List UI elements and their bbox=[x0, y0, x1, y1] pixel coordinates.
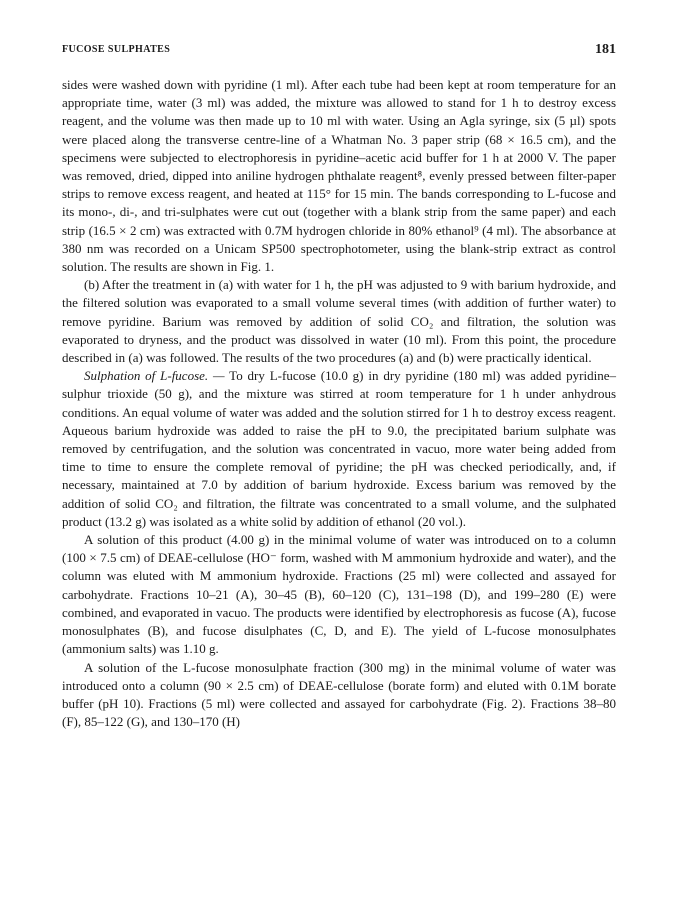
page-number: 181 bbox=[595, 42, 616, 57]
paragraph-column-fractionation: A solution of this product (4.00 g) in the minimal volume of water was introduced on to a column (100 × 7.5 cm) of DEAE-cellulose (HO⁻ form, washed with M ammonium hydroxide and water), and the column was eluted with M ammonium hydroxide. Fractions (25 ml) were collected and assayed for carbohydrate. Fractions 10–21 (A), 30–45 (B), 60–120 (C), 131–198 (D), and 199–280 (E) were combined, and evaporated in vacuo. The products were identified by electrophoresis as fucose (A), fucose monosulphates (B), and fucose disulphates (C, D, and E). The yield of L-fucose monosulphates (ammonium salts) was 1.10 g. bbox=[62, 532, 616, 657]
section-heading-sulphation: Sulphation of L-fucose. — bbox=[84, 368, 225, 384]
paragraph-borate-column: A solution of the L-fucose monosulphate fraction (300 mg) in the minimal volume of water was introduced onto a column (90 × 2.5 cm) of DEAE-cellulose (borate form) and eluted with 0.1M borate buffer (pH 10). Fractions (5 ml) were collected and assayed for carbohydrate (Fig. 2). Fractions 38–80 (F), 85–122 (G), and 130–170 (H) bbox=[62, 659, 616, 730]
running-head bbox=[62, 44, 616, 62]
paragraph-sulphation-text: To dry L-fucose (10.0 g) in dry pyridine (180 ml) was added pyridine–sulphur trioxide (50 g), and the mixture was stirred at room temperature for 1 h under anhydrous conditions. An equal volume of water was added and the solution stirred for 1 h to destroy excess reagent. Aqueous barium hydroxide was added to raise the pH to 9.0, the precipitated barium sulphate was removed by centrifugation, and the solution was concentrated in vacuo, more water being added from time to time to ensure the complete removal of pyridine; the pH was checked periodically, and, if necessary, maintained at 7.0 by addition of barium hydroxide. Excess barium was removed by the addition of solid CO₂ and filtration, the filtrate was concentrated to a small volume, and the sulphated product (13.2 g) was isolated as a white solid by addition of ethanol (20 vol.). bbox=[62, 368, 616, 529]
running-title: FUCOSE SULPHATES bbox=[62, 44, 171, 55]
paragraph-sulphation bbox=[62, 367, 616, 531]
body-text bbox=[62, 76, 616, 731]
paragraph-method-a-continued: sides were washed down with pyridine (1 ml). After each tube had been kept at room temperature for an appropriate time, water (3 ml) was added, the mixture was allowed to stand for 1 h to destroy excess reagent, and the volume was then made up to 10 ml with water. Using an Agla syringe, six (5 µl) spots were placed along the transverse centre-line of a Whatman No. 3 paper strip (68 × 16.5 cm), and the specimens were subjected to electrophoresis in pyridine–acetic acid buffer for 1 h at 2000 V. The paper was removed, dried, dipped into aniline hydrogen phthalate reagent⁸, evenly pressed between filter-paper strips to remove excess reagent, and heated at 115° for 15 min. The bands corresponding to L-fucose and its mono-, di-, and tri-sulphates were cut out (together with a blank strip from the same paper) and each strip (16.5 × 2 cm) was extracted with 0.7M hydrogen chloride in 80% ethanol⁹ (4 ml). The absorbance at 380 nm was recorded on a Unicam SP500 spectrophotometer, using the blank-strip extract as control solution. The results are shown in Fig. 1. bbox=[62, 77, 616, 275]
paragraph-method-b: (b) After the treatment in (a) with water for 1 h, the pH was adjusted to 9 with barium hydroxide, and the filtered solution was evaporated to a small volume several times (with addition of further water) to remove pyridine. Barium was removed by addition of solid CO₂ and filtration, the solution was evaporated to dryness, and the product was dissolved in water (10 ml). From this point, the procedure described in (a) was followed. The results of the two procedures (a) and (b) were practically identical. bbox=[62, 277, 616, 366]
